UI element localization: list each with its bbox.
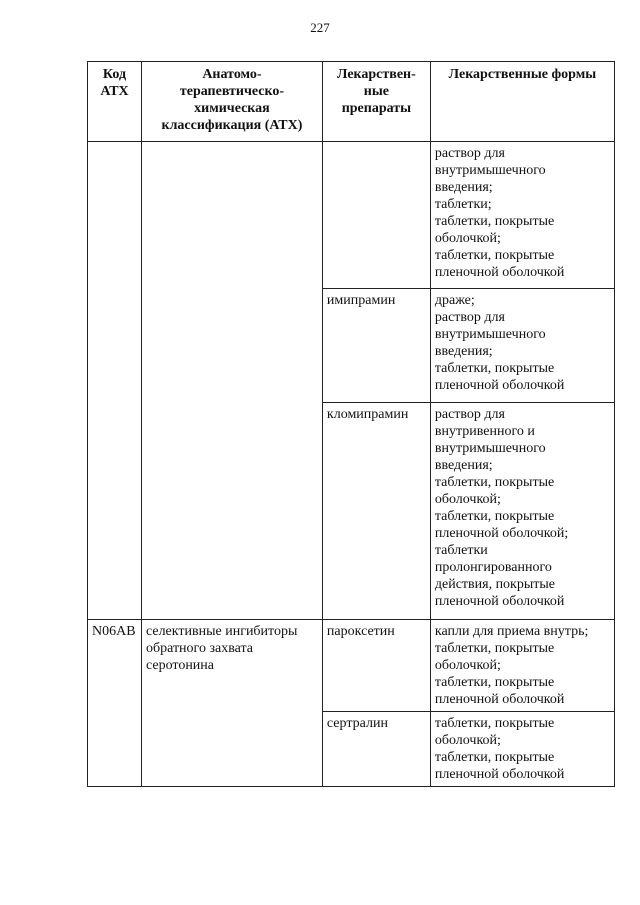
- forms-cell: драже; раствор для внутримышечного введения; таблетки, покрытые пленочной оболочкой: [430, 289, 614, 403]
- forms-cell: раствор для внутримышечного введения; таблетки; таблетки, покрытые оболочкой; таблетки, покрытые пленочной оболочкой: [430, 142, 614, 289]
- drug-cell: имипрамин: [322, 289, 430, 403]
- header-forms: Лекарственные формы: [430, 62, 614, 142]
- atx-table: [87, 61, 615, 787]
- forms-cell: таблетки, покрытые оболочкой; таблетки, покрытые пленочной оболочкой: [430, 712, 614, 787]
- table-row: [88, 620, 615, 712]
- drug-cell: [322, 142, 430, 289]
- drug-cell: сертралин: [322, 712, 430, 787]
- drug-cell: кломипрамин: [322, 403, 430, 620]
- atx-code-cell: [88, 142, 142, 620]
- classification-cell: [141, 142, 322, 620]
- header-drugs: Лекарствен- ные препараты: [322, 62, 430, 142]
- table-header-row: [88, 62, 615, 142]
- table-row: [88, 142, 615, 289]
- forms-cell: капли для приема внутрь; таблетки, покрытые оболочкой; таблетки, покрытые пленочной оболочкой: [430, 620, 614, 712]
- page-number: 227: [310, 20, 330, 35]
- header-code: Код АТХ: [88, 62, 142, 142]
- forms-cell: раствор для внутривенного и внутримышечного введения; таблетки, покрытые оболочкой; таблетки, покрытые пленочной оболочкой; таблетки пролонгированного действия, покрытые пленочной оболочкой: [430, 403, 614, 620]
- atx-code-cell: N06AB: [88, 620, 142, 787]
- classification-cell: селективные ингибиторы обратного захвата серотонина: [141, 620, 322, 787]
- drug-cell: пароксетин: [322, 620, 430, 712]
- header-classification: Анатомо- терапевтическо- химическая классификация (АТХ): [141, 62, 322, 142]
